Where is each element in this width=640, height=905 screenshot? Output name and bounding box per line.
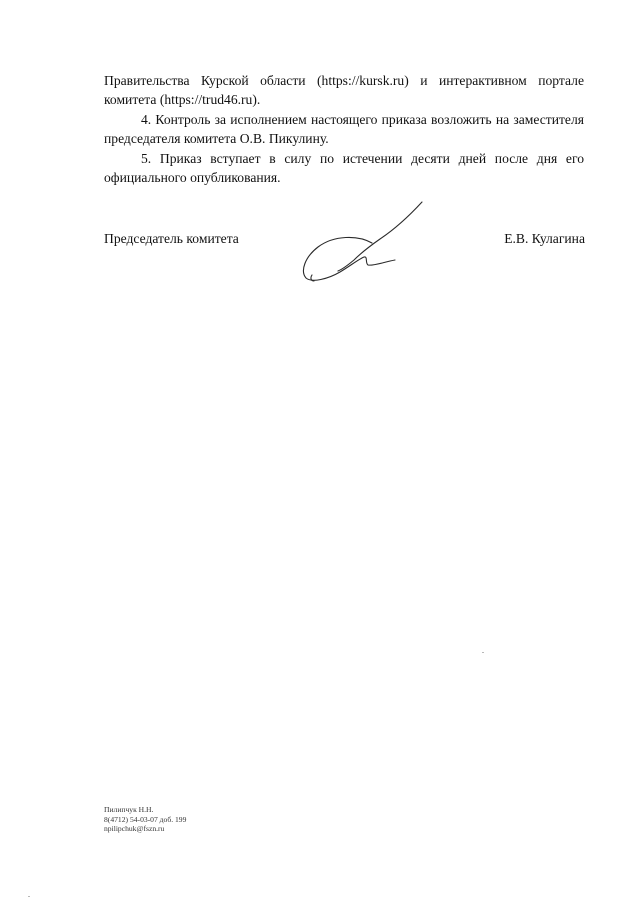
scan-speck	[482, 652, 484, 653]
executor-name: Пилипчук Н.Н.	[104, 805, 154, 814]
scan-speck	[28, 896, 30, 897]
signatory-position: Председатель комитета	[104, 231, 239, 246]
signatory-name: Е.В. Кулагина	[504, 231, 585, 246]
executor-email: npilipchuk@fszn.ru	[104, 824, 165, 834]
executor-footer	[104, 805, 186, 834]
paragraph-control-clause: 4. Контроль за исполнением настоящего приказа возложить на заместителя председателя комитета О.В. Пикулину.	[104, 111, 584, 147]
document-body	[104, 71, 584, 187]
paragraph-effective-date-clause: 5. Приказ вступает в силу по истечении десяти дней после дня его официального опубликования.	[104, 150, 584, 186]
executor-phone: 8(4712) 54-03-07 доб. 199	[104, 814, 187, 824]
paragraph-publication-continuation: Правительства Курской области (https://kursk.ru) и интерактивном портале комитета (https://trud46.ru).	[104, 73, 584, 108]
handwritten-signature	[298, 199, 432, 287]
